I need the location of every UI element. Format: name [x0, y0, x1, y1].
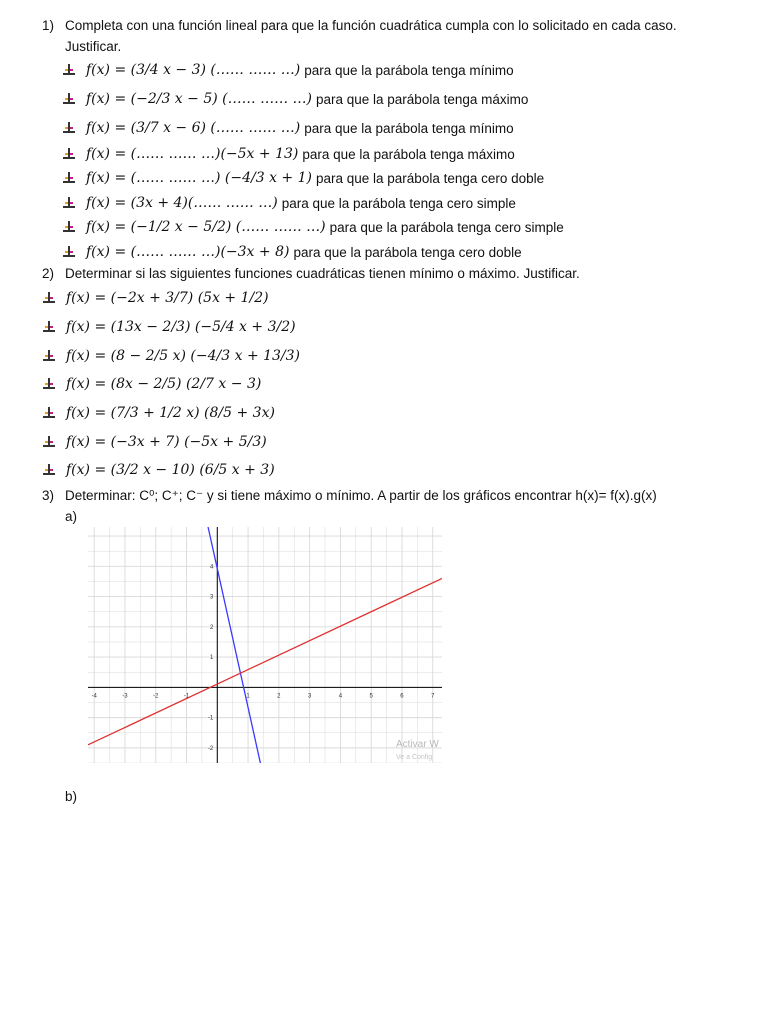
- q3-number: 3): [42, 488, 55, 503]
- x-tick-label: 3: [307, 693, 312, 700]
- q2-formula: f(x) = (−2x + 3/7) (5x + 1/2): [66, 290, 269, 306]
- bullet-icon: [62, 171, 76, 185]
- q2-item: [42, 376, 261, 392]
- q1-item: [62, 146, 515, 162]
- x-tick-label: -2: [153, 693, 159, 700]
- y-tick-label: -2: [207, 745, 214, 752]
- bullet-icon: [42, 349, 56, 363]
- q2-item: [42, 290, 269, 306]
- q3-text: Determinar: C⁰; C⁺; C⁻ y si tiene máximo o mínimo. A partir de los gráficos encontrar h(x)= f(x).g(x): [65, 488, 657, 503]
- x-tick-label: 1: [246, 693, 250, 700]
- q1-item: [62, 62, 514, 78]
- q1-item: [62, 120, 514, 136]
- y-tick-label: 1: [209, 655, 214, 662]
- q1-condition: para que la parábola tenga mínimo: [304, 62, 514, 78]
- q2-formula: f(x) = (8 − 2/5 x) (−4/3 x + 13/3): [66, 348, 301, 364]
- bullet-icon: [62, 147, 76, 161]
- x-tick-label: -3: [122, 693, 128, 700]
- q2-formula: f(x) = (3/2 x − 10) (6/5 x + 3): [66, 462, 275, 478]
- q2-formula: f(x) = (7/3 + 1/2 x) (8/5 + 3x): [66, 405, 275, 421]
- bullet-icon: [42, 463, 56, 477]
- q1-condition: para que la parábola tenga máximo: [302, 146, 515, 162]
- q1-condition: para que la parábola tenga máximo: [315, 91, 529, 107]
- label-b: b): [65, 789, 78, 804]
- q2-item: [42, 348, 300, 364]
- q2-item: [42, 319, 296, 335]
- q2-text: Determinar si las siguientes funciones cuadráticas tienen mínimo o máximo. Justificar.: [65, 266, 580, 281]
- q1-item: [62, 219, 564, 235]
- q1-formula: f(x) = (3/4 x − 3) (…… …… …): [86, 62, 301, 78]
- bullet-icon: [42, 406, 56, 420]
- x-tick-label: 7: [431, 693, 435, 700]
- q1-formula: f(x) = (−1/2 x − 5/2) (…… …… …): [86, 219, 326, 235]
- bullet-icon: [62, 245, 76, 259]
- watermark-subtext: Ve a Config: [396, 754, 433, 761]
- q1-condition: para que la parábola tenga cero doble: [315, 170, 545, 186]
- q2-item: [42, 405, 275, 421]
- bullet-icon: [62, 196, 76, 210]
- x-tick-label: 5: [369, 693, 373, 700]
- q1-item: [62, 244, 522, 260]
- q1-formula: f(x) = (−2/3 x − 5) (…… …… …): [86, 91, 312, 107]
- q1-formula: f(x) = (…… …… …)(−3x + 8): [86, 244, 290, 260]
- x-tick-label: 6: [400, 693, 404, 700]
- q1-condition: para que la parábola tenga cero simple: [281, 195, 516, 211]
- bullet-icon: [62, 121, 76, 135]
- q1-formula: f(x) = (3/7 x − 6) (…… …… …): [86, 120, 301, 136]
- bullet-icon: [42, 291, 56, 305]
- q1-formula: f(x) = (3x + 4)(…… …… …): [86, 195, 278, 211]
- q2-item: [42, 462, 275, 478]
- bullet-icon: [62, 63, 76, 77]
- x-tick-label: 2: [277, 693, 281, 700]
- q1-condition: para que la parábola tenga mínimo: [304, 120, 514, 136]
- bullet-icon: [62, 92, 76, 106]
- bullet-icon: [62, 220, 76, 234]
- q2-formula: f(x) = (13x − 2/3) (−5/4 x + 3/2): [66, 319, 296, 335]
- q1-condition: para que la parábola tenga cero simple: [329, 219, 564, 235]
- q1-formula: f(x) = (…… …… …)(−5x + 13): [86, 146, 299, 162]
- label-a: a): [65, 509, 78, 524]
- q2-formula: f(x) = (8x − 2/5) (2/7 x − 3): [66, 376, 262, 392]
- q1-text-line1: Completa con una función lineal para que la función cuadrática cumpla con lo solicitado en cada caso.: [65, 18, 677, 33]
- q1-item: [62, 91, 528, 107]
- x-tick-label: -1: [183, 693, 190, 700]
- series-line: [208, 527, 260, 763]
- y-tick-label: 3: [209, 594, 214, 601]
- q2-formula: f(x) = (−3x + 7) (−5x + 5/3): [66, 434, 267, 450]
- graph-svg: [88, 527, 442, 763]
- watermark-text: Activar W: [396, 739, 439, 750]
- y-tick-label: -1: [207, 715, 214, 722]
- q1-formula: f(x) = (…… …… …) (−4/3 x + 1): [86, 170, 312, 186]
- x-tick-label: -4: [91, 693, 97, 700]
- series-line: [88, 578, 442, 744]
- graph-a: [88, 527, 442, 763]
- q2-number: 2): [42, 266, 55, 281]
- q1-item: [62, 195, 516, 211]
- x-tick-label: 4: [338, 693, 343, 700]
- q1-condition: para que la parábola tenga cero doble: [293, 244, 522, 260]
- bullet-icon: [42, 320, 56, 334]
- q2-item: [42, 434, 267, 450]
- q1-item: [62, 170, 544, 186]
- bullet-icon: [42, 435, 56, 449]
- y-tick-label: 4: [209, 564, 214, 571]
- bullet-icon: [42, 377, 56, 391]
- y-tick-label: 2: [209, 624, 214, 631]
- q1-text-line2: Justificar.: [65, 39, 122, 54]
- q1-number: 1): [42, 18, 55, 33]
